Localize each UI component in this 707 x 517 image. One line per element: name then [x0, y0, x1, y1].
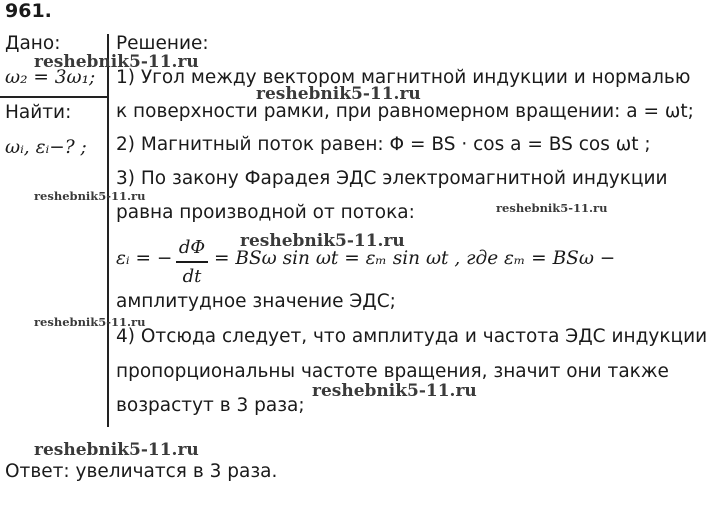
step3-line1: 3) По закону Фарадея ЭДС электромагнитной индукции	[116, 168, 668, 189]
given-find-divider	[0, 96, 107, 98]
step3-line2: равна производной от потока:	[116, 202, 415, 223]
derivative-fraction	[176, 236, 208, 289]
step4-line1: 4) Отсюда следует, что амплитуда и частота ЭДС индукции	[116, 326, 707, 347]
watermark: reshebnik5-11.ru	[34, 440, 199, 460]
given-condition: ω₂ = 3ω₁;	[5, 67, 96, 88]
watermark: reshebnik5-11.ru	[256, 84, 421, 104]
watermark: reshebnik5-11.ru	[312, 381, 477, 401]
solution-label: Решение:	[116, 33, 209, 54]
step1-line2: к поверхности рамки, при равномерном вращении: a = ωt;	[116, 101, 694, 122]
watermark: reshebnik5-11.ru	[34, 189, 146, 203]
fraction-denominator: dt	[182, 265, 202, 287]
problem-number: 961.	[5, 0, 52, 22]
find-unknowns: ωᵢ, εᵢ−? ;	[5, 137, 87, 158]
step4-line3: возрастут в 3 раза;	[116, 395, 305, 416]
watermark: reshebnik5-11.ru	[34, 52, 199, 72]
step2-text: 2) Магнитный поток равен: Φ = BS · cos a = BS cos ωt ;	[116, 134, 651, 155]
step4-line2: пропорциональны частоте вращения, значит они также	[116, 361, 669, 382]
formula-prefix: εᵢ = −	[116, 248, 173, 269]
step3-line4: амплитудное значение ЭДС;	[116, 291, 396, 312]
watermark: reshebnik5-11.ru	[496, 201, 608, 215]
step1-line1: 1) Угол между вектором магнитной индукции и нормалью	[116, 67, 691, 88]
watermark: reshebnik5-11.ru	[240, 231, 405, 251]
given-label: Дано:	[5, 33, 61, 54]
fraction-numerator: dΦ	[178, 237, 206, 258]
formula-rest: = BSω sin ωt = εₘ sin ωt , где εₘ = BSω −	[214, 248, 616, 269]
find-label: Найти:	[5, 102, 72, 123]
watermark: reshebnik5-11.ru	[34, 315, 146, 329]
vertical-divider	[107, 34, 109, 427]
fraction-bar	[176, 261, 208, 263]
answer-text: Ответ: увеличатся в 3 раза.	[5, 461, 278, 482]
